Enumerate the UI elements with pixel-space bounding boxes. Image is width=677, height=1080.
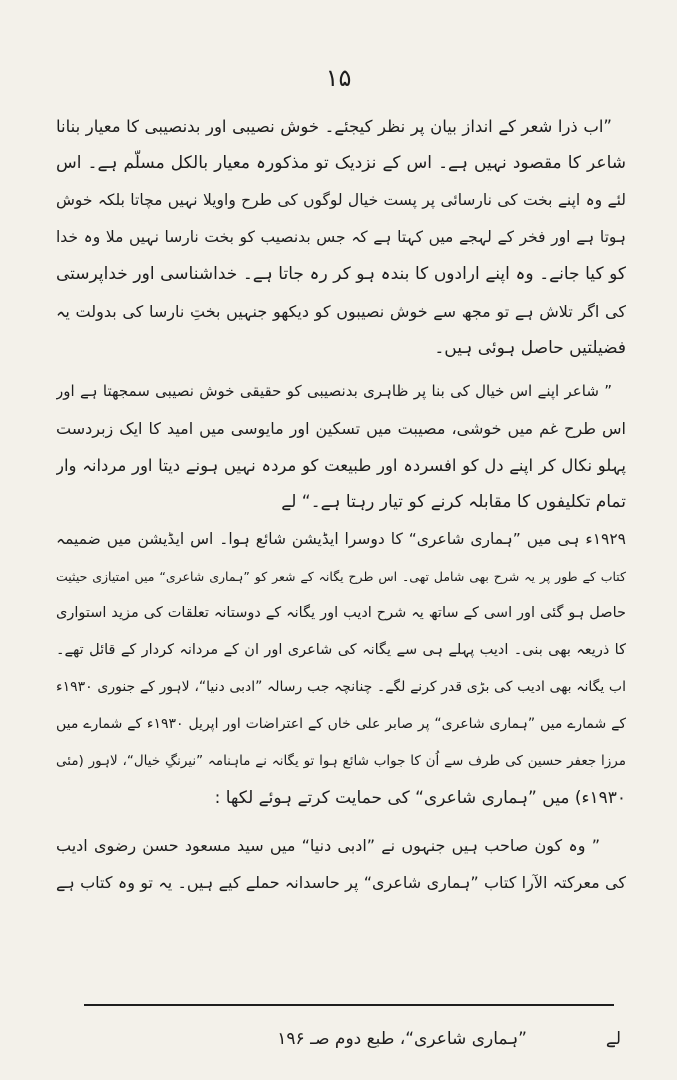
text-line: مرزا جعفر حسین کی طرف سے اُن کا جواب شائع ہوا تو یگانہ نے ماہنامہ ”نیرنگِ خیال“، لاہور (مئی bbox=[56, 753, 626, 769]
text-line: ہوتا ہے اور فخر کے لہجے میں کہتا ہے کہ جس بدنصیب کو بخت نارسا نہیں ملا وہ خدا bbox=[56, 228, 626, 246]
body-text bbox=[56, 108, 626, 901]
text-line: اس طرح غم میں خوشی، مصیبت میں تسکین اور مایوسی میں امید کا ایک زبردست bbox=[56, 419, 626, 438]
text-line: تمام تکلیفوں کا مقابلہ کرنے کو تیار رہتا ہے۔“ لے bbox=[281, 492, 626, 512]
text-line: کتاب کے طور پر یہ شرح بھی شامل تھی۔ اس طرح یگانہ کے شعر کو ”ہماری شاعری“ میں امتیازی حیثیت bbox=[56, 569, 626, 584]
text-line: پہلو نکال کر اپنے دل کو افسردہ اور طبیعت کو مردہ نہیں ہونے دیتا اور مردانہ وار bbox=[56, 456, 626, 475]
text-line: لئے وہ اپنے بخت کی نارسائی پر پست خیال لوگوں کی طرح واویلا نہیں مچاتا بلکہ خوش bbox=[56, 191, 626, 209]
footnote-marker: لے bbox=[605, 1029, 621, 1049]
text-line: فضیلتیں حاصل ہوئی ہیں۔ bbox=[434, 338, 626, 358]
quote-line: کی معرکتہ الآرا کتاب ”ہماری شاعری“ پر حاسدانہ حملے کیے ہیں۔ یہ تو وہ کتاب ہے bbox=[56, 873, 626, 892]
text-line: حاصل ہو گئی اور اسی کے ساتھ یہ شرح ادیب اور یگانہ کے دوستانہ تعلقات کی مزید استواری bbox=[56, 605, 626, 621]
text-line: ۱۹۳۰ء) میں ”ہماری شاعری“ کی حمایت کرتے ہوئے لکھا : bbox=[214, 788, 626, 808]
text-line: کو کیا جانے۔ وہ اپنے ارادوں کا بندہ ہو کر رہ جاتا ہے۔ خداشناسی اور خداپرستی bbox=[56, 264, 626, 284]
footnote bbox=[0, 1024, 677, 1054]
quote-line: ” وہ کون صاحب ہیں جنہوں نے ”ادبی دنیا“ میں سید مسعود حسن رضوی ادیب bbox=[56, 836, 600, 855]
footnote-text: ”ہماری شاعری“، طبع دوم صـ ۱۹۶ bbox=[277, 1029, 527, 1049]
footnote-divider bbox=[84, 1004, 614, 1006]
text-line: ” شاعر اپنے اس خیال کی بنا پر ظاہری بدنصیبی کو حقیقی خوش نصیبی سمجھتا ہے اور bbox=[56, 382, 612, 400]
text-line: کی اگر تلاش ہے تو مجھ سے خوش نصیبوں کو دیکھو جنہیں بختِ نارسا کی بدولت یہ bbox=[56, 302, 626, 321]
text-line: ۱۹۲۹ء ہی میں ”ہماری شاعری“ کا دوسرا ایڈیشن شائع ہوا۔ اس ایڈیشن میں ضمیمہ bbox=[56, 530, 626, 548]
text-line: کے شمارے میں ”ہماری شاعری“ پر صابر علی خاں کے اعتراضات اور اپریل ۱۹۳۰ء کے شمارے میں bbox=[56, 716, 626, 732]
page-number: ۱۵ bbox=[325, 64, 352, 92]
text-line: کا ذریعہ بھی بنی۔ ادیب پہلے ہی سے یگانہ کی شاعری اور ان کے مردانہ کردار کے قائل تھے۔ bbox=[56, 642, 626, 658]
text-line: شاعر کا مقصود نہیں ہے۔ اس کے نزدیک تو مذکورہ معیار بالکل مسلّم ہے۔ اس bbox=[56, 153, 626, 173]
text-line: ”اب ذرا شعر کے انداز بیان پر نظر کیجئے۔ خوش نصیبی اور بدنصیبی کا معیار بنانا bbox=[56, 117, 612, 136]
text-line: اب یگانہ بھی ادیب کی بڑی قدر کرنے لگے۔ چنانچہ جب رسالہ ”ادبی دنیا“، لاہور کے جنوری ۱۹۳۰ء bbox=[56, 679, 626, 695]
